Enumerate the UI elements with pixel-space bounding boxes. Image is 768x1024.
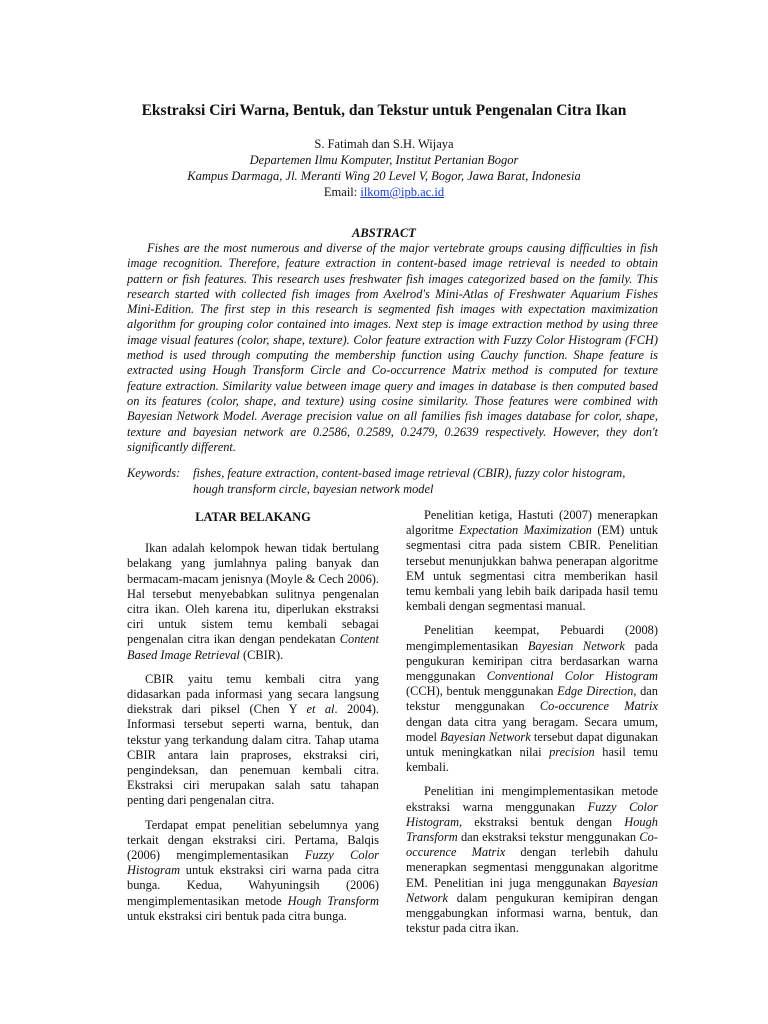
text-run: untuk ekstraksi ciri warna pada citra bunga. Kedua, Wahyuningsih (2006) mengimplementasikan metode [127,863,379,908]
italic-term: Co-occurence Matrix [406,830,658,860]
text-run: Terdapat empat penelitian sebelumnya yang terkait dengan ekstraksi ciri. Pertama, Balqis (2006) mengimplementasikan [127,817,379,863]
abstract-heading: ABSTRACT [352,226,416,240]
italic-term: Fuzzy Color Histogram [127,848,379,878]
affiliation-line-2: Kampus Darmaga, Jl. Meranti Wing 20 Level V, Bogor, Jawa Barat, Indonesia [187,169,581,183]
text-run: CBIR yaitu temu kembali citra yang didasarkan pada informasi yang secara langsung diekstrak dari piksel (Chen Y [127,671,379,717]
text-run: Penelitian ketiga, Hastuti (2007) menerapkan algoritme [406,508,658,538]
text-run: pada pengukuran kemiripan citra berdasarkan warna menggunakan [406,638,658,684]
italic-term: precision [549,745,595,760]
right-column [406,508,658,945]
text-run: dengan data citra yang beragam. Secara umum, model [406,714,658,744]
abstract-text: Fishes are the most numerous and diverse of the major vertebrate groups causing difficulties in fish image recognition. Therefore, feature extraction in content-based image retrieval is needed to obtain pattern or fish features. This research uses freshwater fish images categorized based on the family. This research started with collected fish images from Axelrod's Mini-Atlas of Freshwater Aquarium Fishes Mini-Edition. The first step in this research is segmented fish images with expectation maximization algorithm for grouping color contained into images. Next step is image extraction method by using three image visual features (color, shape, texture). Color feature extraction with Fuzzy Color Histogram (FCH) method is used through computing the membership function using Cauchy function. Shape feature is extracted using Hough Transform Circle and Co-occurrence Matrix method is computed for texture feature extraction. Similarity value between image query and images in database is then computed based on its features (color, shape, and texture) using cosine similarity. Those features were combined with Bayesian Network Model. Average precision value on all families fish images database for color, shape, texture and bayesian network are 0.2586, 0.2589, 0.2479, 0.2639 respectively. However, they don't significantly different. [127,241,658,454]
affiliation-line-1: Departemen Ilmu Komputer, Institut Pertanian Bogor [249,153,519,167]
author-block [0,136,768,200]
text-run: Ikan adalah kelompok hewan tidak bertulang belakang yang jumlahnya paling banyak dan bermacam-macam jenisnya (Moyle & Cech 2006). Hal tersebut menyebabkan sulitnya pengenalan citra ikan. Oleh karena itu, diperlukan ekstraksi ciri untuk sistem temu kembali sebagai pengenalan citra ikan dengan pendekatan [127,541,379,647]
text-run: Penelitian ini mengimplementasikan metode ekstraksi warna menggunakan [406,784,658,814]
left-column [127,508,379,933]
keywords-text: fishes, feature extraction, content-based image retrieval (CBIR), fuzzy color histogram, hough transform circle, bayesian network model [193,466,626,496]
italic-term: Co-occurence Matrix [539,699,658,714]
keywords-label: Keywords: [127,466,181,480]
italic-term: Bayesian Network [440,729,531,744]
italic-term: Content Based Image Retrieval [127,632,379,662]
email-line [0,184,768,200]
left-paragraph-2 [127,672,379,809]
italic-term: Conventional Color Histogram [486,669,659,684]
text-run: (CBIR). [239,647,284,662]
italic-term: Bayesian Network [406,875,658,905]
text-run: hasil temu kembali. [406,745,659,775]
author-names: S. Fatimah dan S.H. Wijaya [314,137,454,151]
right-paragraph-1 [406,508,658,614]
text-run: (EM) untuk segmentasi citra pada sistem CBIR. Penelitian tersebut menunjukkan bahwa penerapan algoritme EM untuk segmentasi citra memberikan hasil temu kembali yang lebih baik daripada hasil temu kembali dengan segmentasi manual. [406,523,658,614]
email-link[interactable]: ilkom@ipb.ac.id [360,185,445,199]
paper-title: Ekstraksi Ciri Warna, Bentuk, dan Tekstur untuk Pengenalan Citra Ikan [141,102,627,119]
italic-term: Expectation Maximization [459,523,592,538]
italic-term: Bayesian Network [527,638,625,653]
left-paragraph-1 [127,541,379,663]
keywords-block [127,465,658,497]
italic-term: Hough Transform [406,814,658,845]
text-run: , dan tekstur menggunakan [406,684,658,714]
italic-term: Fuzzy Color Histogram [406,799,658,829]
text-run: . 2004). Informasi tersebut seperti warna, bentuk, dan tekstur yang terkandung dalam citra. Tahap utama CBIR antara lain praproses, ekstraksi ciri, pengindeksan, dan penemuan kembali citra. Ekstraksi ciri merupakan salah satu tahapan penting dari pengenalan citra. [127,702,379,808]
section-heading: LATAR BELAKANG [195,510,311,524]
text-run: dalam pengukuran kemipiran dengan menggabungkan informasi warna, bentuk, dan tekstur pada citra ikan. [406,890,658,936]
italic-term: Edge Direction [557,684,634,699]
left-paragraph-3 [127,818,379,924]
text-run: , ekstraksi bentuk dengan [459,814,625,829]
text-run: tersebut dapat digunakan untuk meningkatkan nilai [406,729,658,760]
right-paragraph-3 [406,784,658,936]
text-run: dan ekstraksi tekstur menggunakan [457,830,640,845]
text-run: dengan terlebih dahulu menerapkan segmentasi menggunakan algoritme EM. Penelitian ini juga menggunakan [406,845,658,890]
italic-term: Hough Transform [287,893,379,908]
right-paragraph-2 [406,623,658,775]
email-label: Email: [323,185,361,199]
text-run: Penelitian keempat, Pebuardi (2008) mengimplementasikan [406,623,658,653]
text-run: untuk ekstraksi ciri bentuk pada citra bunga. [127,908,347,923]
italic-term: et al [306,702,335,717]
text-run: (CCH), bentuk menggunakan [406,684,558,699]
